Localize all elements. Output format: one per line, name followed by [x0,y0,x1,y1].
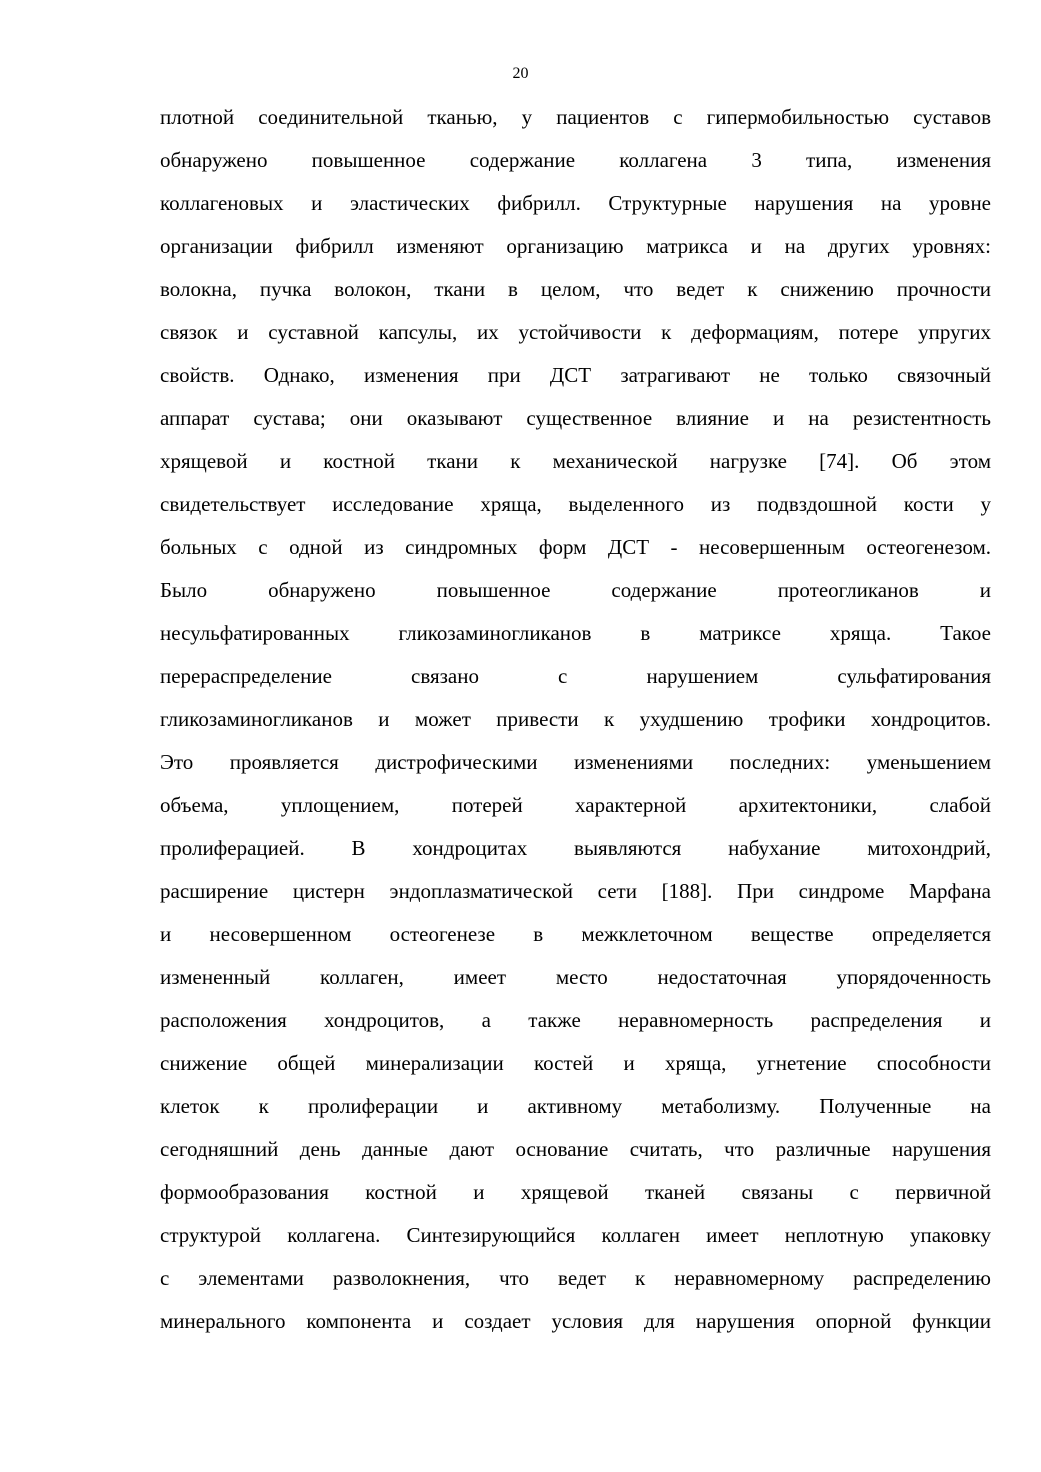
text-line: минерального компонента и создает условия для нарушения опорной функции [160,1309,991,1333]
text-line: свидетельствует исследование хряща, выделенного из подвздошной кости у [160,492,991,516]
page-number: 20 [512,65,529,82]
text-line: сегодняшний день данные дают основание считать, что различные нарушения [160,1137,991,1161]
text-line: формообразования костной и хрящевой тканей связаны с первичной [160,1180,991,1204]
text-line: пролиферацией. В хондроцитах выявляются набухание митохондрий, [160,836,991,860]
text-line: и несовершенном остеогенезе в межклеточном веществе определяется [160,922,991,946]
text-line: снижение общей минерализации костей и хряща, угнетение способности [160,1051,991,1075]
text-line: свойств. Однако, изменения при ДСТ затрагивают не только связочный [160,363,991,387]
text-line: гликозаминогликанов и может привести к ухудшению трофики хондроцитов. [160,707,991,731]
text-line: Было обнаружено повышенное содержание протеогликанов и [160,578,991,602]
text-line: расширение цистерн эндоплазматической сети [188]. При синдроме Марфана [160,879,991,903]
text-line: несульфатированных гликозаминогликанов в матриксе хряща. Такое [160,621,991,645]
text-line: расположения хондроцитов, а также неравномерность распределения и [160,1008,991,1032]
text-line: связок и суставной капсулы, их устойчивости к деформациям, потере упругих [160,320,991,344]
text-line: плотной соединительной тканью, у пациентов с гипермобильностью суставов [160,105,991,129]
text-line: аппарат сустава; они оказывают существенное влияние и на резистентность [160,406,991,430]
text-line: хрящевой и костной ткани к механической нагрузке [74]. Об этом [160,449,991,473]
text-line: обнаружено повышенное содержание коллагена 3 типа, изменения [160,148,991,172]
text-line: перераспределение связано с нарушением сульфатирования [160,664,991,688]
text-line: волокна, пучка волокон, ткани в целом, что ведет к снижению прочности [160,277,991,301]
text-line: коллагеновых и эластических фибрилл. Структурные нарушения на уровне [160,191,991,215]
text-line: больных с одной из синдромных форм ДСТ - несовершенным остеогенезом. [160,535,991,559]
text-line: клеток к пролиферации и активному метаболизму. Полученные на [160,1094,991,1118]
text-line: организации фибрилл изменяют организацию матрикса и на других уровнях: [160,234,991,258]
text-line: измененный коллаген, имеет место недостаточная упорядоченность [160,965,991,989]
text-line: Это проявляется дистрофическими изменениями последних: уменьшением [160,750,991,774]
text-line: объема, уплощением, потерей характерной архитектоники, слабой [160,793,991,817]
body-paragraph [160,96,991,1343]
text-line: структурой коллагена. Синтезирующийся коллаген имеет неплотную упаковку [160,1223,991,1247]
text-line: с элементами разволокнения, что ведет к неравномерному распределению [160,1266,991,1290]
